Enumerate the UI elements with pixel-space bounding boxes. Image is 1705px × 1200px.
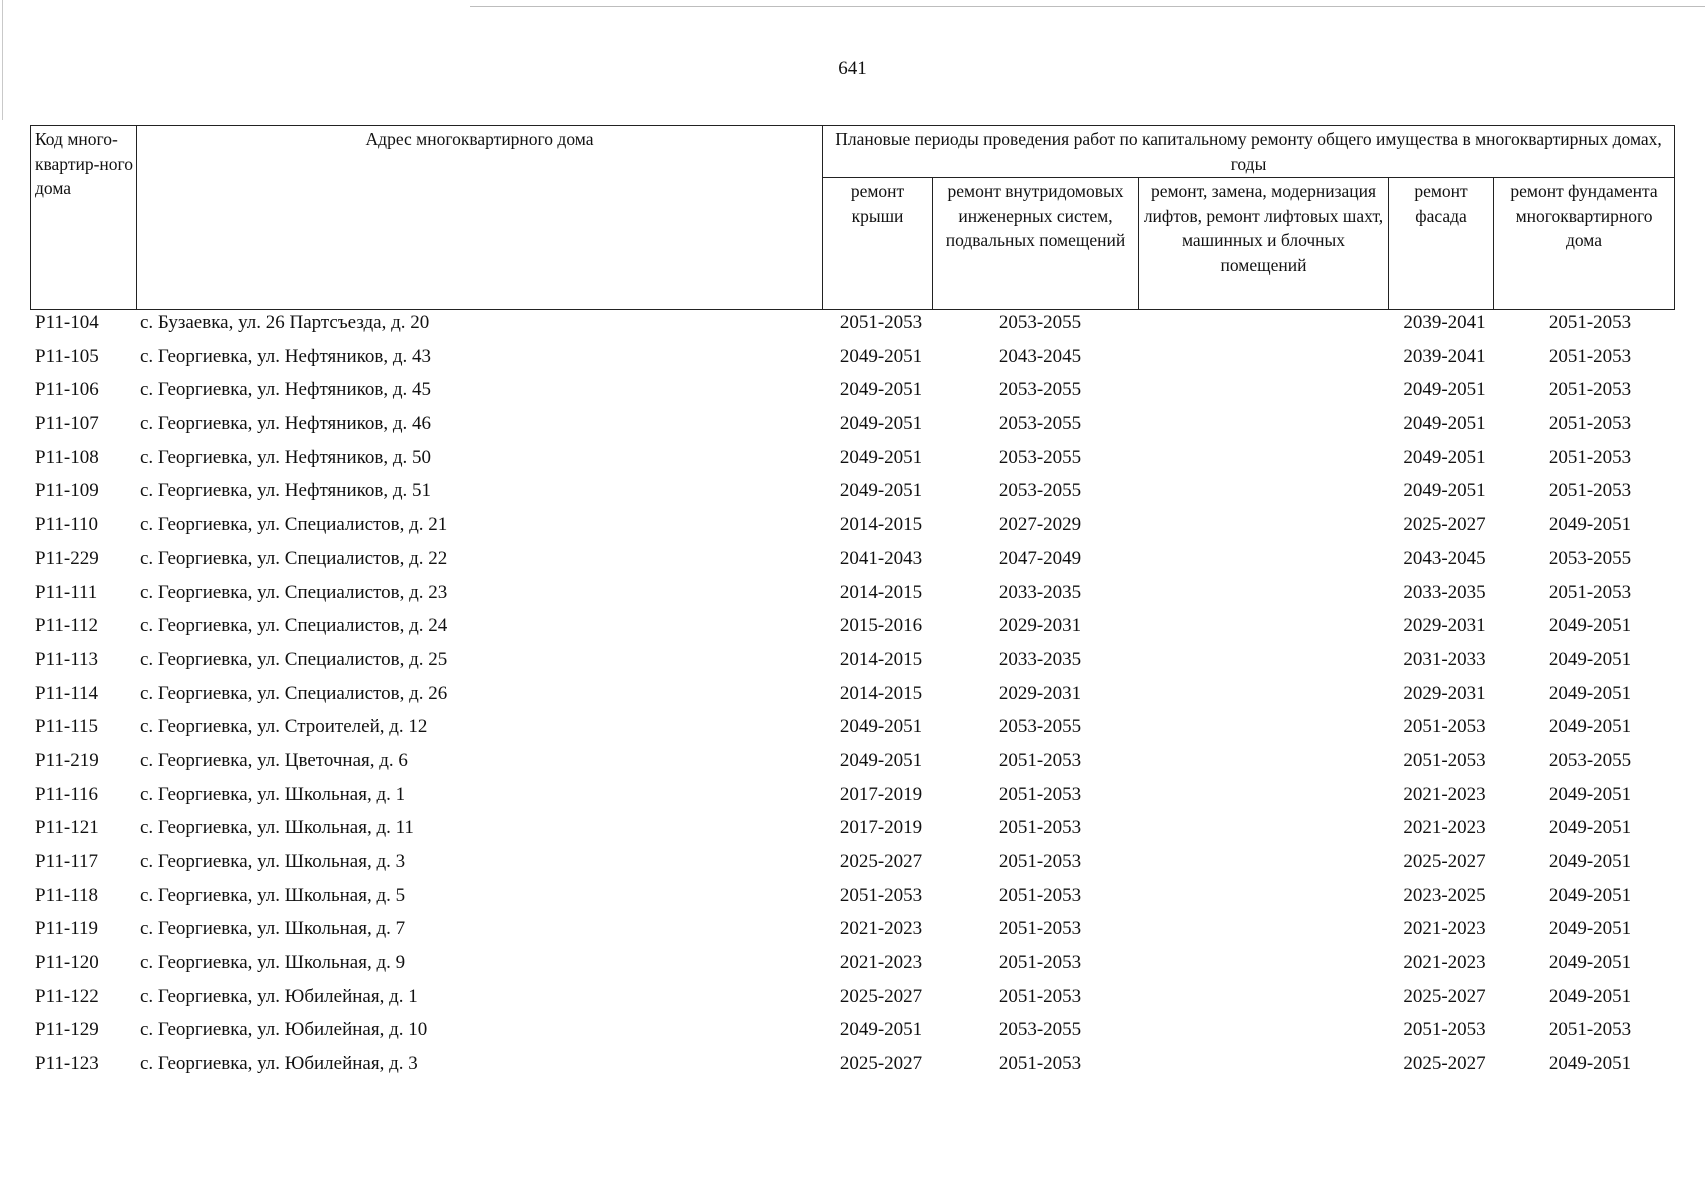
cell-systems: 2051-2053 — [998, 749, 1082, 771]
cell-foundation: 2049-2051 — [1548, 648, 1632, 670]
cell-roof: 2014-2015 — [839, 514, 923, 536]
table-row — [0, 813, 1705, 847]
cell-facade: 2021-2023 — [1403, 817, 1486, 839]
cell-facade: 2025-2027 — [1403, 514, 1486, 536]
cell-facade: 2039-2041 — [1403, 345, 1486, 367]
cell-systems: 2053-2055 — [998, 1019, 1082, 1041]
cell-address: с. Георгиевка, ул. Нефтяников, д. 51 — [140, 480, 432, 502]
header-roof: ремонт крыши — [823, 178, 933, 310]
cell-foundation: 2051-2053 — [1548, 446, 1632, 468]
cell-code: P11-104 — [35, 312, 99, 333]
table-row — [0, 712, 1705, 746]
cell-facade: 2051-2053 — [1403, 716, 1486, 738]
table-row — [0, 847, 1705, 881]
cell-roof: 2049-2051 — [839, 749, 923, 771]
cell-code: P11-105 — [35, 345, 99, 367]
cell-roof: 2017-2019 — [839, 783, 923, 805]
cell-foundation: 2051-2053 — [1548, 312, 1632, 333]
cell-roof: 2025-2027 — [839, 985, 923, 1007]
cell-systems: 2053-2055 — [998, 312, 1082, 333]
cell-systems: 2029-2031 — [998, 682, 1082, 704]
cell-code: P11-108 — [35, 446, 99, 468]
cell-code: P11-122 — [35, 985, 99, 1007]
cell-address: с. Георгиевка, ул. Нефтяников, д. 50 — [140, 446, 432, 468]
cell-code: P11-111 — [35, 581, 98, 603]
table-row — [0, 746, 1705, 780]
cell-facade: 2049-2051 — [1403, 413, 1486, 435]
cell-address: с. Георгиевка, ул. Специалистов, д. 24 — [140, 615, 448, 637]
table-row — [0, 544, 1705, 578]
table-row — [0, 679, 1705, 713]
cell-code: P11-121 — [35, 817, 99, 839]
cell-foundation: 2049-2051 — [1548, 615, 1632, 637]
cell-roof: 2049-2051 — [839, 716, 923, 738]
table-row — [0, 375, 1705, 409]
cell-facade: 2049-2051 — [1403, 480, 1486, 502]
table-row — [0, 881, 1705, 915]
cell-code: P11-110 — [35, 514, 98, 536]
cell-code: P11-120 — [35, 952, 99, 974]
cell-facade: 2051-2053 — [1403, 749, 1486, 771]
cell-code: P11-114 — [35, 682, 98, 704]
cell-code: P11-106 — [35, 379, 99, 401]
cell-foundation: 2051-2053 — [1548, 1019, 1632, 1041]
cell-code: P11-219 — [35, 749, 99, 771]
cell-roof: 2051-2053 — [839, 884, 923, 906]
table-header — [30, 125, 1675, 310]
cell-systems: 2053-2055 — [998, 480, 1082, 502]
cell-facade: 2031-2033 — [1403, 648, 1486, 670]
cell-foundation: 2049-2051 — [1548, 985, 1632, 1007]
cell-facade: 2021-2023 — [1403, 783, 1486, 805]
cell-foundation: 2051-2053 — [1548, 581, 1632, 603]
cell-systems: 2051-2053 — [998, 1053, 1082, 1075]
cell-roof: 2041-2043 — [839, 547, 923, 569]
cell-code: P11-113 — [35, 648, 98, 670]
scan-edge-line — [470, 6, 1705, 7]
table-row — [0, 611, 1705, 645]
cell-foundation: 2049-2051 — [1548, 817, 1632, 839]
cell-facade: 2029-2031 — [1403, 682, 1486, 704]
cell-address: с. Георгиевка, ул. Юбилейная, д. 3 — [140, 1053, 418, 1075]
cell-address: с. Георгиевка, ул. Юбилейная, д. 10 — [140, 1019, 428, 1041]
cell-roof: 2021-2023 — [839, 952, 923, 974]
cell-facade: 2021-2023 — [1403, 918, 1486, 940]
cell-code: P11-109 — [35, 480, 99, 502]
cell-address: с. Георгиевка, ул. Цветочная, д. 6 — [140, 749, 408, 771]
cell-facade: 2029-2031 — [1403, 615, 1486, 637]
cell-address: с. Георгиевка, ул. Нефтяников, д. 45 — [140, 379, 432, 401]
cell-address: с. Георгиевка, ул. Школьная, д. 7 — [140, 918, 406, 940]
cell-address: с. Георгиевка, ул. Специалистов, д. 25 — [140, 648, 448, 670]
cell-systems: 2027-2029 — [998, 514, 1082, 536]
cell-address: с. Георгиевка, ул. Школьная, д. 3 — [140, 851, 406, 872]
cell-roof: 2049-2051 — [839, 480, 923, 502]
cell-systems: 2051-2053 — [998, 851, 1082, 872]
table-row — [0, 342, 1705, 376]
table-row — [0, 1015, 1705, 1049]
cell-foundation: 2051-2053 — [1548, 379, 1632, 401]
cell-code: P11-123 — [35, 1053, 99, 1075]
header-facade: ремонт фасада — [1389, 178, 1494, 310]
cell-facade: 2023-2025 — [1403, 884, 1486, 906]
cell-address: с. Георгиевка, ул. Школьная, д. 9 — [140, 952, 406, 974]
cell-foundation: 2049-2051 — [1548, 851, 1632, 872]
table-row — [0, 476, 1705, 510]
cell-roof: 2017-2019 — [839, 817, 923, 839]
table-body — [0, 308, 1705, 1083]
cell-foundation: 2049-2051 — [1548, 884, 1632, 906]
cell-address: с. Георгиевка, ул. Нефтяников, д. 46 — [140, 413, 432, 435]
cell-code: P11-117 — [35, 851, 98, 872]
cell-facade: 2025-2027 — [1403, 985, 1486, 1007]
cell-address: с. Георгиевка, ул. Специалистов, д. 26 — [140, 682, 448, 704]
page-number: 641 — [838, 58, 867, 79]
cell-systems: 2051-2053 — [998, 952, 1082, 974]
cell-address: с. Георгиевка, ул. Школьная, д. 5 — [140, 884, 406, 906]
cell-roof: 2049-2051 — [839, 379, 923, 401]
cell-roof: 2025-2027 — [839, 851, 923, 872]
cell-address: с. Бузаевка, ул. 26 Партсъезда, д. 20 — [140, 312, 430, 333]
cell-foundation: 2049-2051 — [1548, 952, 1632, 974]
cell-roof: 2021-2023 — [839, 918, 923, 940]
cell-facade: 2025-2027 — [1403, 851, 1486, 872]
table-row — [0, 948, 1705, 982]
cell-address: с. Георгиевка, ул. Специалистов, д. 23 — [140, 581, 448, 603]
cell-foundation: 2049-2051 — [1548, 918, 1632, 940]
cell-code: P11-129 — [35, 1019, 99, 1041]
table-row — [0, 780, 1705, 814]
cell-roof: 2015-2016 — [839, 615, 923, 637]
cell-roof: 2051-2053 — [839, 312, 923, 333]
cell-foundation: 2051-2053 — [1548, 480, 1632, 502]
cell-code: P11-112 — [35, 615, 98, 637]
cell-foundation: 2051-2053 — [1548, 413, 1632, 435]
cell-systems: 2051-2053 — [998, 783, 1082, 805]
cell-facade: 2051-2053 — [1403, 1019, 1486, 1041]
cell-facade: 2033-2035 — [1403, 581, 1486, 603]
table-row — [0, 510, 1705, 544]
cell-code: P11-115 — [35, 716, 98, 738]
cell-systems: 2047-2049 — [998, 547, 1082, 569]
cell-foundation: 2049-2051 — [1548, 1053, 1632, 1075]
cell-roof: 2049-2051 — [839, 1019, 923, 1041]
cell-foundation: 2053-2055 — [1548, 749, 1632, 771]
cell-foundation: 2049-2051 — [1548, 682, 1632, 704]
cell-systems: 2051-2053 — [998, 985, 1082, 1007]
cell-code: P11-229 — [35, 547, 99, 569]
cell-systems: 2053-2055 — [998, 716, 1082, 738]
cell-facade: 2049-2051 — [1403, 446, 1486, 468]
cell-roof: 2014-2015 — [839, 581, 923, 603]
cell-address: с. Георгиевка, ул. Специалистов, д. 21 — [140, 514, 448, 536]
cell-foundation: 2051-2053 — [1548, 345, 1632, 367]
cell-roof: 2049-2051 — [839, 345, 923, 367]
table-row — [0, 982, 1705, 1016]
cell-address: с. Георгиевка, ул. Школьная, д. 11 — [140, 817, 414, 839]
cell-systems: 2051-2053 — [998, 884, 1082, 906]
cell-address: с. Георгиевка, ул. Школьная, д. 1 — [140, 783, 406, 805]
cell-code: P11-107 — [35, 413, 99, 435]
cell-systems: 2033-2035 — [998, 648, 1082, 670]
cell-facade: 2021-2023 — [1403, 952, 1486, 974]
cell-systems: 2051-2053 — [998, 918, 1082, 940]
cell-address: с. Георгиевка, ул. Нефтяников, д. 43 — [140, 345, 432, 367]
cell-facade: 2043-2045 — [1403, 547, 1486, 569]
cell-code: P11-116 — [35, 783, 98, 805]
cell-systems: 2051-2053 — [998, 817, 1082, 839]
cell-address: с. Георгиевка, ул. Строителей, д. 12 — [140, 716, 428, 738]
table-row — [0, 645, 1705, 679]
header-lifts: ремонт, замена, модернизация лифтов, ремонт лифтовых шахт, машинных и блочных помещений — [1139, 178, 1389, 310]
header-foundation: ремонт фундамента многоквартирного дома — [1494, 178, 1675, 310]
cell-address: с. Георгиевка, ул. Юбилейная, д. 1 — [140, 985, 418, 1007]
cell-systems: 2033-2035 — [998, 581, 1082, 603]
header-address: Адрес многоквартирного дома — [137, 126, 823, 310]
cell-systems: 2053-2055 — [998, 413, 1082, 435]
cell-code: P11-119 — [35, 918, 98, 940]
cell-address: с. Георгиевка, ул. Специалистов, д. 22 — [140, 547, 448, 569]
table-row — [0, 914, 1705, 948]
cell-facade: 2039-2041 — [1403, 312, 1486, 333]
cell-roof: 2014-2015 — [839, 648, 923, 670]
table-row — [0, 443, 1705, 477]
cell-facade: 2049-2051 — [1403, 379, 1486, 401]
cell-systems: 2053-2055 — [998, 446, 1082, 468]
cell-roof: 2049-2051 — [839, 446, 923, 468]
cell-foundation: 2049-2051 — [1548, 716, 1632, 738]
header-code: Код много-квартир-ного дома — [31, 126, 137, 310]
cell-roof: 2014-2015 — [839, 682, 923, 704]
cell-roof: 2025-2027 — [839, 1053, 923, 1075]
header-systems: ремонт внутридомовых инженерных систем, подвальных помещений — [933, 178, 1139, 310]
cell-foundation: 2053-2055 — [1548, 547, 1632, 569]
cell-foundation: 2049-2051 — [1548, 783, 1632, 805]
table-row — [0, 1049, 1705, 1083]
cell-systems: 2053-2055 — [998, 379, 1082, 401]
header-periods: Плановые периоды проведения работ по капитальному ремонту общего имущества в многоквартирных домах, годы — [823, 126, 1675, 178]
cell-facade: 2025-2027 — [1403, 1053, 1486, 1075]
cell-systems: 2043-2045 — [998, 345, 1082, 367]
table-row — [0, 308, 1705, 342]
table-row — [0, 578, 1705, 612]
cell-foundation: 2049-2051 — [1548, 514, 1632, 536]
cell-code: P11-118 — [35, 884, 98, 906]
cell-systems: 2029-2031 — [998, 615, 1082, 637]
cell-roof: 2049-2051 — [839, 413, 923, 435]
table-row — [0, 409, 1705, 443]
